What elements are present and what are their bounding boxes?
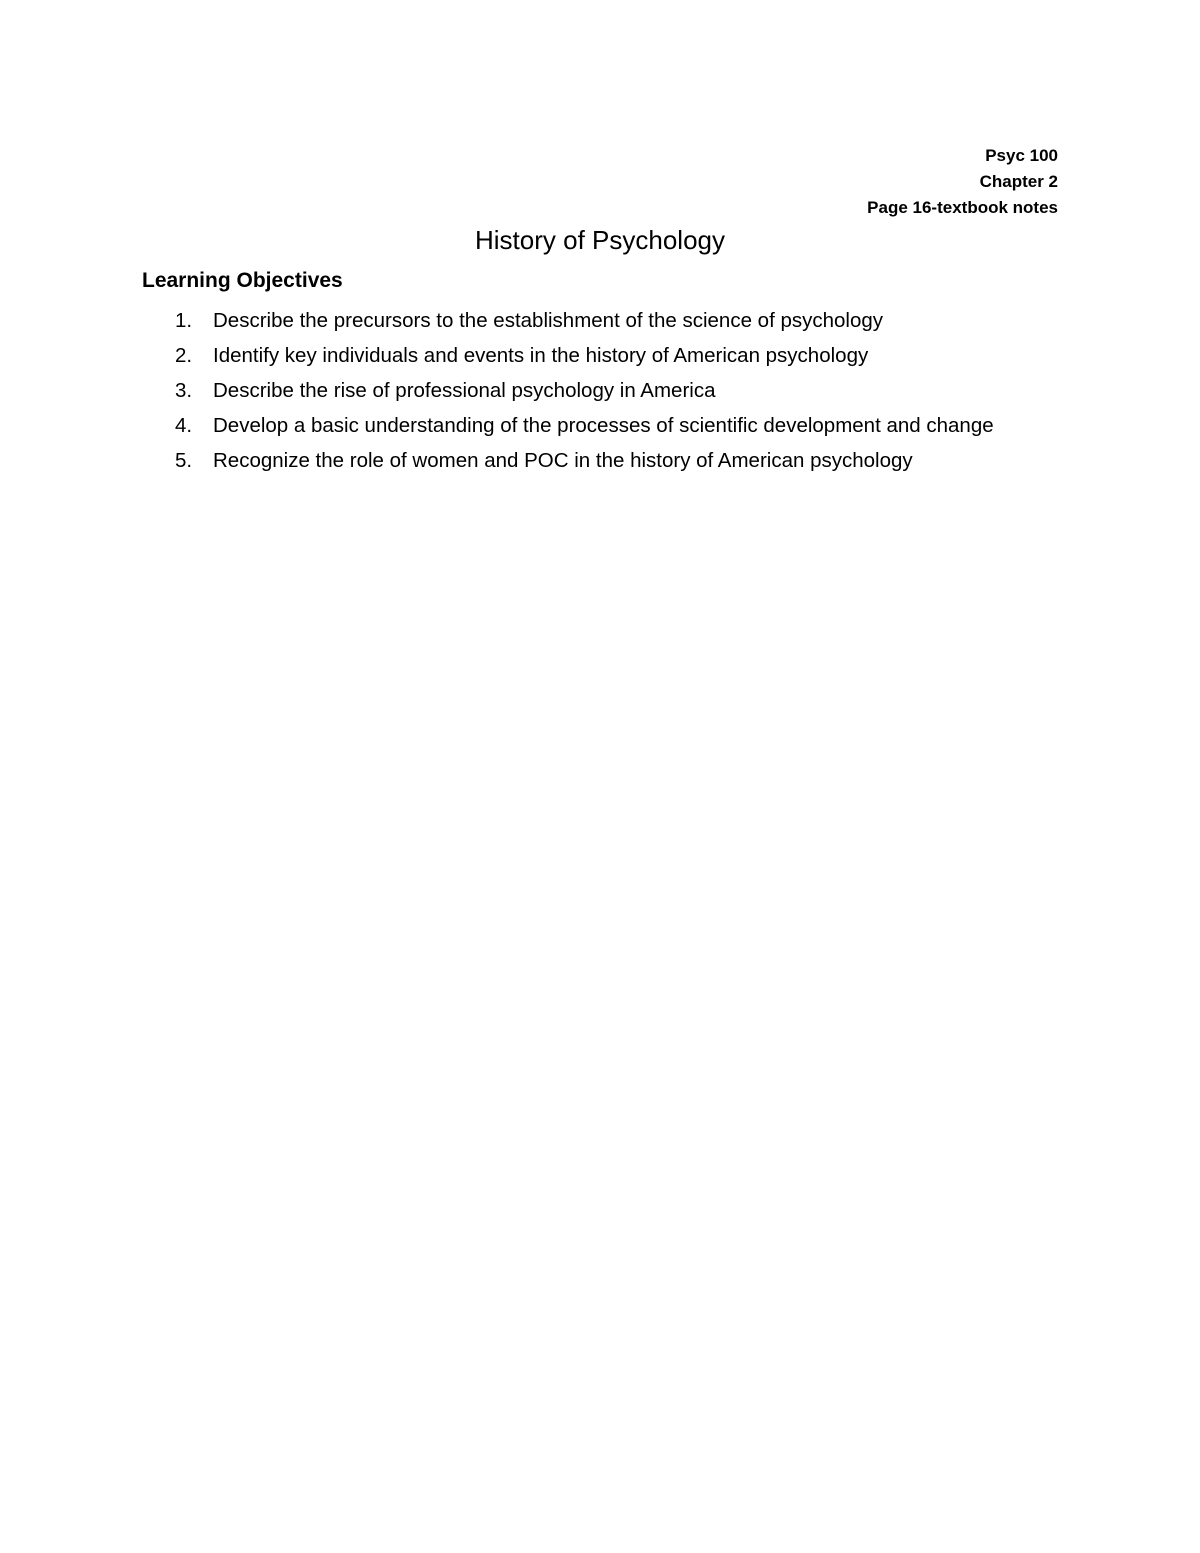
list-item-text: Describe the rise of professional psychology in America	[213, 379, 716, 402]
document-header	[867, 143, 1058, 221]
list-item	[142, 408, 1042, 443]
document-title: History of Psychology	[475, 225, 725, 255]
list-item-text: Describe the precursors to the establishment of the science of psychology	[213, 309, 884, 332]
section-heading: Learning Objectives	[142, 269, 343, 292]
list-item-number: 4.	[175, 414, 193, 437]
chapter-label: Chapter 2	[979, 172, 1058, 191]
source-label: Page 16-textbook notes	[867, 198, 1058, 217]
list-item	[142, 303, 1042, 338]
list-item-text: Recognize the role of women and POC in the history of American psychology	[213, 449, 913, 472]
list-item-number: 3.	[175, 379, 193, 402]
list-item	[142, 338, 1042, 373]
list-item-number: 5.	[175, 449, 193, 472]
list-item-number: 2.	[175, 344, 193, 367]
list-item	[142, 443, 1042, 478]
course-label: Psyc 100	[985, 146, 1058, 165]
list-item-text: Identify key individuals and events in the history of American psychology	[213, 344, 869, 367]
list-item-text: Develop a basic understanding of the processes of scientific development and change	[213, 414, 994, 437]
objectives-list	[142, 303, 1042, 478]
list-item-number: 1.	[175, 309, 193, 332]
list-item	[142, 373, 1042, 408]
